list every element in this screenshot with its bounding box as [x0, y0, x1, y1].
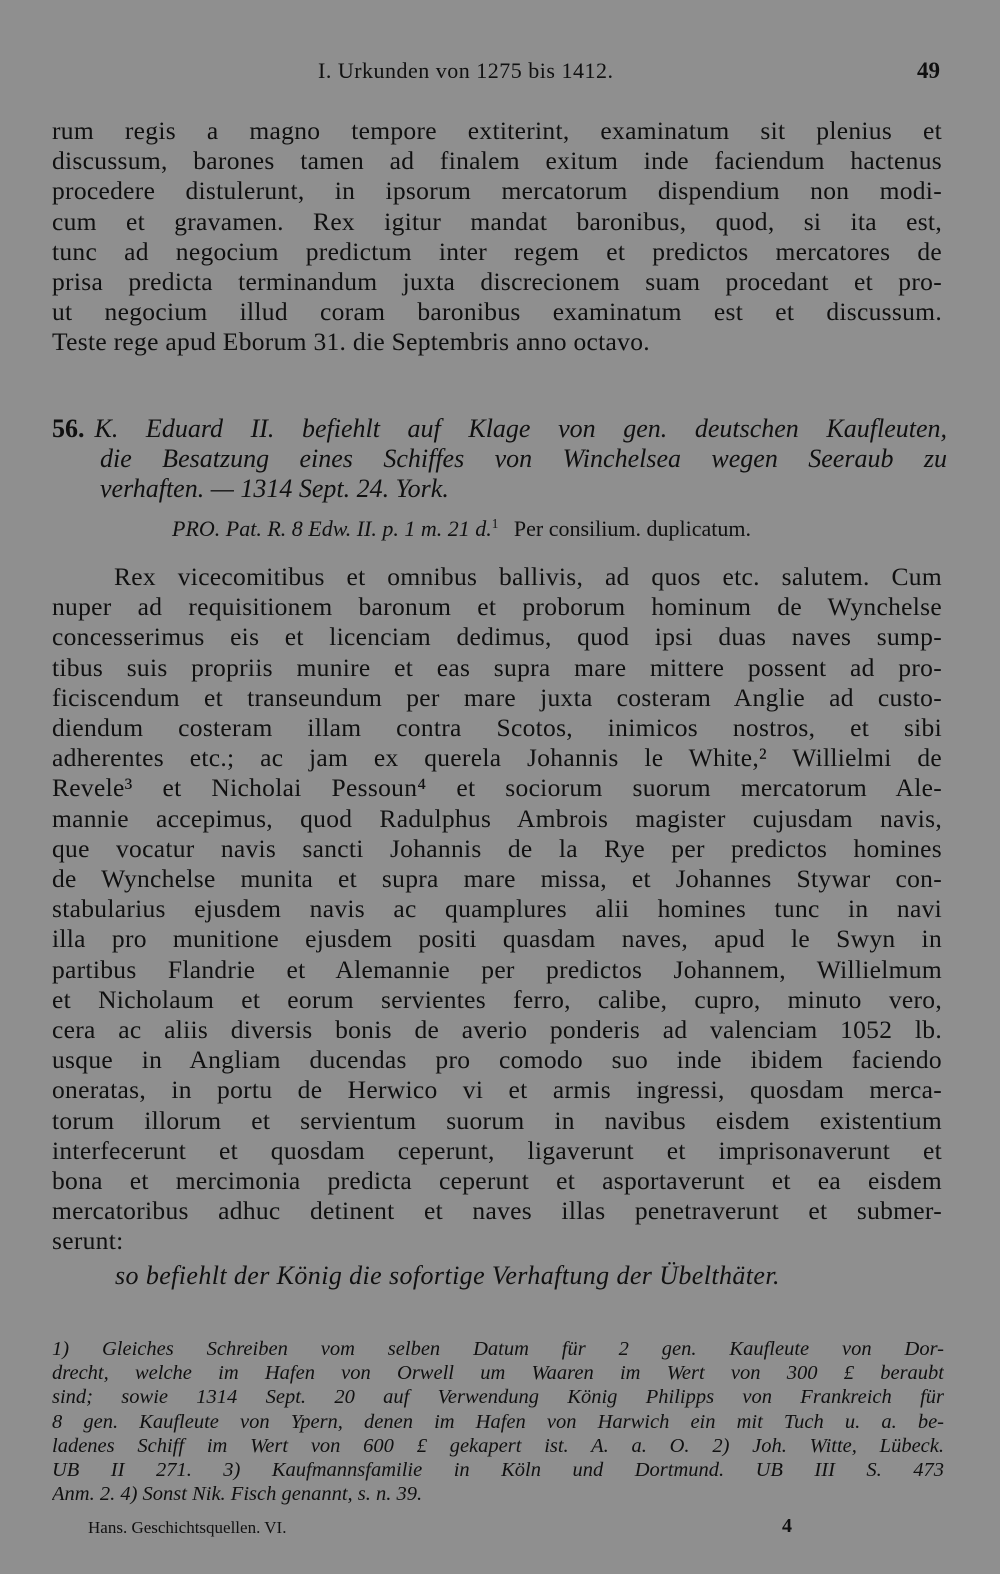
text-line: partibus Flandrie et Alemannie per predictos Johannem, Willielmum: [52, 954, 942, 984]
page-number: 49: [917, 58, 940, 83]
text-line: Revele³ et Nicholai Pessoun⁴ et sociorum suorum mercatorum Ale-: [52, 773, 942, 803]
source-note: Per consilium. duplicatum.: [513, 516, 751, 541]
text-line: oneratas, in portu de Herwico vi et armis ingressi, quosdam merca-: [52, 1075, 942, 1105]
text-line: de Wynchelse munita et supra mare missa, et Johannes Stywar con-: [52, 864, 942, 894]
text-line: que vocatur navis sancti Johannis de la Rye per predictos homines: [52, 833, 942, 863]
text-line: et Nicholaum et eorum servientes ferro, calibe, cupro, minuto vero,: [52, 984, 942, 1014]
footnote-line: ladenes Schiff im Wert von 600 £ gekapert ist. A. a. O. 2) Joh. Witte, Lübeck.: [52, 1434, 944, 1457]
series-title: Hans. Geschichtsquellen. VI.: [88, 1518, 287, 1537]
footnote-line: drecht, welche im Hafen von Orwell um Waaren im Wert von 300 £ beraubt: [52, 1362, 944, 1385]
document-number: 56.: [52, 414, 85, 443]
source-reference: [172, 516, 751, 542]
text-line: bona et mercimonia predicta ceperunt et asportaverunt et ea eisdem: [52, 1166, 942, 1196]
heading-line: verhaften. — 1314 Sept. 24. York.: [100, 474, 449, 503]
text-line: stabularius ejusdem navis ac quamplures alii homines tunc in navi: [52, 894, 942, 924]
text-line: cum et gravamen. Rex igitur mandat baronibus, quod, si ita est,: [52, 206, 942, 236]
footnote-line: 8 gen. Kaufleute von Ypern, denen im Hafen von Harwich ein mit Tuch u. a. be-: [52, 1410, 944, 1433]
page-footer: [88, 1515, 808, 1538]
editorial-summary: so befiehlt der König die sofortige Verhaftung der Übelthäter.: [115, 1261, 780, 1290]
text-line: cera ac aliis diversis bonis de averio ponderis ad valenciam 1052 lb.: [52, 1015, 942, 1045]
text-line: illa pro munitione ejusdem positi quasdam naves, apud le Swyn in: [52, 924, 942, 954]
text-line: diendum costeram illam contra Scotos, inimicos nostros, et sibi: [52, 713, 942, 743]
text-line: mannie accepimus, quod Radulphus Ambrois magister cujusdam navis,: [52, 803, 942, 833]
heading-line: die Besatzung eines Schiffes von Winchelsea wegen Seeraub zu: [100, 444, 947, 473]
footnote-line: Anm. 2. 4) Sonst Nik. Fisch genannt, s. n. 39.: [52, 1483, 423, 1506]
footnotes: [52, 1337, 944, 1506]
footnote-line: 1) Gleiches Schreiben vom selben Datum für 2 gen. Kaufleute von Dor-: [52, 1338, 944, 1360]
text-line: ut negocium illud coram baronibus examinatum est et discussum.: [52, 297, 942, 327]
footnote-line: UB II 271. 3) Kaufmannsfamilie in Köln und Dortmund. UB III S. 473: [52, 1459, 944, 1482]
paragraph-previous-document: [52, 116, 942, 358]
text-line: concesserimus eis et licenciam dedimus, quod ipsi duas naves sump-: [52, 622, 942, 652]
text-line: mercatoribus adhuc detinent et naves illas penetraverunt et submer-: [52, 1196, 942, 1226]
text-line: Teste rege apud Eborum 31. die Septembris anno octavo.: [52, 327, 650, 357]
text-line: prisa predicta terminandum juxta discrecionem suam procedant et pro-: [52, 267, 942, 297]
text-line: Rex vicecomitibus et omnibus ballivis, ad quos etc. salutem. Cum: [114, 562, 942, 591]
text-line: usque in Angliam ducendas pro comodo suo inde ibidem faciendo: [52, 1045, 942, 1075]
footnote-marker: 1: [491, 516, 499, 532]
paragraph-document-text: [52, 562, 942, 1257]
text-line: procedere distulerunt, in ipsorum mercatorum dispendium non modi-: [52, 176, 942, 206]
archive-reference: PRO. Pat. R. 8 Edw. II. p. 1 m. 21 d.: [172, 516, 492, 541]
text-line: adherentes etc.; ac jam ex querela Johannis le White,² Willielmi de: [52, 743, 942, 773]
text-line: nuper ad requisitionem baronum et proborum hominum de Wynchelse: [52, 592, 942, 622]
text-line: rum regis a magno tempore extiterint, examinatum sit plenius et: [52, 116, 942, 145]
text-line: tunc ad negocium predictum inter regem et predictos mercatores de: [52, 236, 942, 266]
text-line: ficiscendum et transeundum per mare juxta costeram Anglie ad custo-: [52, 682, 942, 712]
text-line: discussum, barones tamen ad finalem exitum inde faciendum hactenus: [52, 146, 942, 176]
footnote-line: sind; sowie 1314 Sept. 20 auf Verwendung König Philipps von Frankreich für: [52, 1386, 944, 1409]
running-head: [52, 58, 940, 88]
heading-line: [52, 414, 947, 444]
signature-mark: 4: [782, 1515, 792, 1537]
text-line: interfecerunt et quosdam ceperunt, ligaverunt et imprisonaverunt et: [52, 1135, 942, 1165]
text-line: tibus suis propriis munire et eas supra mare mittere possent ad pro-: [52, 652, 942, 682]
text-line: torum illorum et servientum suorum in navibus eisdem existentium: [52, 1105, 942, 1135]
document-heading: [52, 414, 947, 504]
heading-text: K. Eduard II. befiehlt auf Klage von gen. deutschen Kaufleuten,: [94, 414, 947, 443]
text-line: serunt:: [52, 1226, 124, 1256]
running-head-title: I. Urkunden von 1275 bis 1412.: [318, 58, 614, 83]
